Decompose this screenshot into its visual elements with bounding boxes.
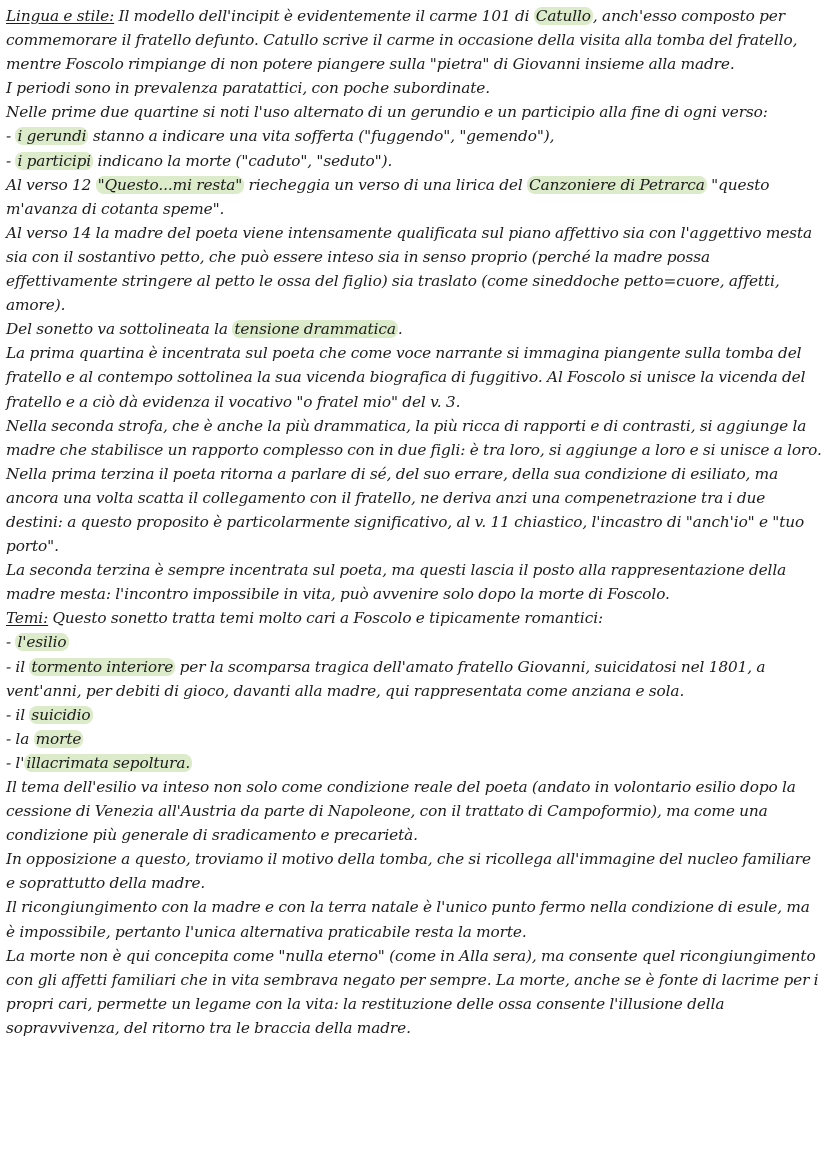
- temi-paragraph: [6, 606, 822, 630]
- verso14-paragraph: Al verso 14 la madre del poeta viene intensamente qualificata sul piano affettivo sia con l'aggettivo mesta sia con il sostantivo petto, che può essere inteso sia in senso proprio (perché la madre possa effettivamente stringere al petto le ossa del figlio) sia traslato (come sineddoche petto=cuore, affetti, amore).: [6, 223, 812, 315]
- intro-text-1: Il modello dell'incipit è evidentemente il carme 101 di: [114, 7, 534, 25]
- highlight-catullo: Catullo: [535, 7, 591, 25]
- highlight-participi: i participi: [17, 151, 92, 170]
- tormento-text: per la scomparsa tragica dell'amato fratello Giovanni, suicidatosi nel 1801, a vent'anni, per debiti di gioco, davanti alla madre, qui rappresentata come anziana e sola.: [6, 657, 766, 700]
- highlight-questo-mi-resta: "Questo...mi resta": [97, 175, 243, 194]
- verso12-paragraph: [6, 173, 822, 221]
- participi-text: indicano la morte ("caduto", "seduto").: [93, 151, 393, 170]
- participi-item: [6, 149, 822, 173]
- morte-paragraph: La morte non è qui concepita come "nulla eterno" (come in Alla sera), ma consente quel ricongiungimento con gli affetti familiari che in vita sembrava negato per sempre. La morte, anche se è fonte di lacrime per i propri cari, permette un legame con la vita: la restituzione delle ossa consente l'illusione della sopravvivenza, del ritorno tra le braccia della madre.: [6, 946, 819, 1037]
- highlight-gerundi: i gerundi: [17, 127, 87, 146]
- verso12-text-1: Al verso 12: [6, 175, 96, 194]
- prima-terzina-paragraph: Nella prima terzina il poeta ritorna a parlare di sé, del suo errare, della sua condizione di esiliato, ma ancora una volta scatta il collegamento con il fratello, ne deriva anzi una compenetrazione tra i due destini: a questo proposito è particolarmente significativo, al v. 11 chiastico, l'incastro di "anch'io" e "tuo porto".: [6, 464, 805, 556]
- gerundi-text: stanno a indicare una vita sofferta ("fuggendo", "gemendo"),: [88, 127, 555, 146]
- ricongiungimento-paragraph: Il ricongiungimento con la madre e con la terra natale è l'unico punto fermo nella condizione di esule, ma è impossibile, pertanto l'unica alternativa praticabile resta la morte.: [6, 898, 810, 941]
- list-item-tormento: [6, 655, 822, 703]
- morte-dash: - la: [6, 729, 34, 748]
- esilio-paragraph: Il tema dell'esilio va inteso non solo come condizione reale del poeta (andato in volontario esilio dopo la cessione di Venezia all'Austria da parte di Napoleone, con il trattato di Campoformio), ma come una condizione più generale di sradicamento e precarietà.: [6, 778, 796, 845]
- tomba-paragraph: In opposizione a questo, troviamo il motivo della tomba, che si ricollega all'immagine del nucleo familiare e soprattutto della madre.: [6, 850, 811, 893]
- sonetto-end: .: [397, 320, 403, 339]
- list-item-suicidio: [6, 703, 822, 727]
- highlight-tormento-interiore: tormento interiore: [31, 657, 174, 676]
- verso12-text-2: riecheggia un verso di una lirica del: [244, 175, 527, 194]
- gerundi-dash: -: [6, 127, 16, 146]
- intro-text-2: , anch'esso composto per commemorare il fratello defunto. Catullo scrive il carme in occasione della visita alla tomba del fratello, mentre Foscolo rimpiange di non potere piangere sulla "pietra" di Giovanni insieme alla madre.: [6, 7, 798, 74]
- periodi-paragraph: I periodi sono in prevalenza paratattici, con poche subordinate.: [6, 79, 491, 98]
- lingua-stile-heading: Lingua e stile:: [6, 7, 115, 25]
- temi-text: Questo sonetto tratta temi molto cari a Foscolo e tipicamente romantici:: [48, 609, 604, 628]
- highlight-suicidio: suicidio: [31, 705, 91, 724]
- seconda-strofa-paragraph: Nella seconda strofa, che è anche la più drammatica, la più ricca di rapporti e di contrasti, si aggiunge la madre che stabilisce un rapporto complesso con in due figli: è tra loro, si aggiunge a loro e si unisce a loro.: [6, 416, 822, 459]
- seconda-terzina-paragraph: La seconda terzina è sempre incentrata sul poeta, ma questi lascia il posto alla rappresentazione della madre mesta: l'incontro impossibile in vita, può avvenire solo dopo la morte di Foscolo.: [6, 561, 787, 604]
- sonetto-paragraph: [6, 317, 822, 341]
- highlight-canzoniere: Canzoniere di Petrarca: [529, 175, 705, 194]
- list-item-morte: [6, 727, 822, 751]
- participi-dash: -: [6, 151, 16, 170]
- intro-paragraph: [6, 4, 822, 76]
- temi-heading: Temi:: [6, 609, 49, 628]
- highlight-illacrimata-sepoltura: illacrimata sepoltura.: [26, 753, 191, 772]
- sepoltura-dash: - l': [6, 753, 25, 772]
- quartine-paragraph: Nelle prime due quartine si noti l'uso alternato di un gerundio e un participio alla fine di ogni verso:: [6, 103, 768, 122]
- suicidio-dash: - il: [6, 705, 30, 724]
- esilio-dash: -: [6, 633, 16, 652]
- tormento-dash: - il: [6, 657, 30, 676]
- highlight-tensione-drammatica: tensione drammatica: [234, 320, 396, 339]
- highlight-esilio: l'esilio: [17, 633, 67, 652]
- list-item-esilio: [6, 630, 822, 654]
- highlight-morte: morte: [35, 729, 82, 748]
- gerundi-item: [6, 124, 822, 148]
- verso12-text-3: "questo m'avanza di cotanta speme".: [6, 175, 770, 218]
- list-item-sepoltura: [6, 751, 822, 775]
- sonetto-text: Del sonetto va sottolineata la: [6, 320, 233, 339]
- prima-quartina-paragraph: La prima quartina è incentrata sul poeta che come voce narrante si immagina piangente sulla tomba del fratello e al contempo sottolinea la sua vicenda biografica di fuggitivo. Al Foscolo si unisce la vicenda del fratello e a ciò dà evidenza il vocativo "o fratel mio" del v. 3.: [6, 344, 806, 411]
